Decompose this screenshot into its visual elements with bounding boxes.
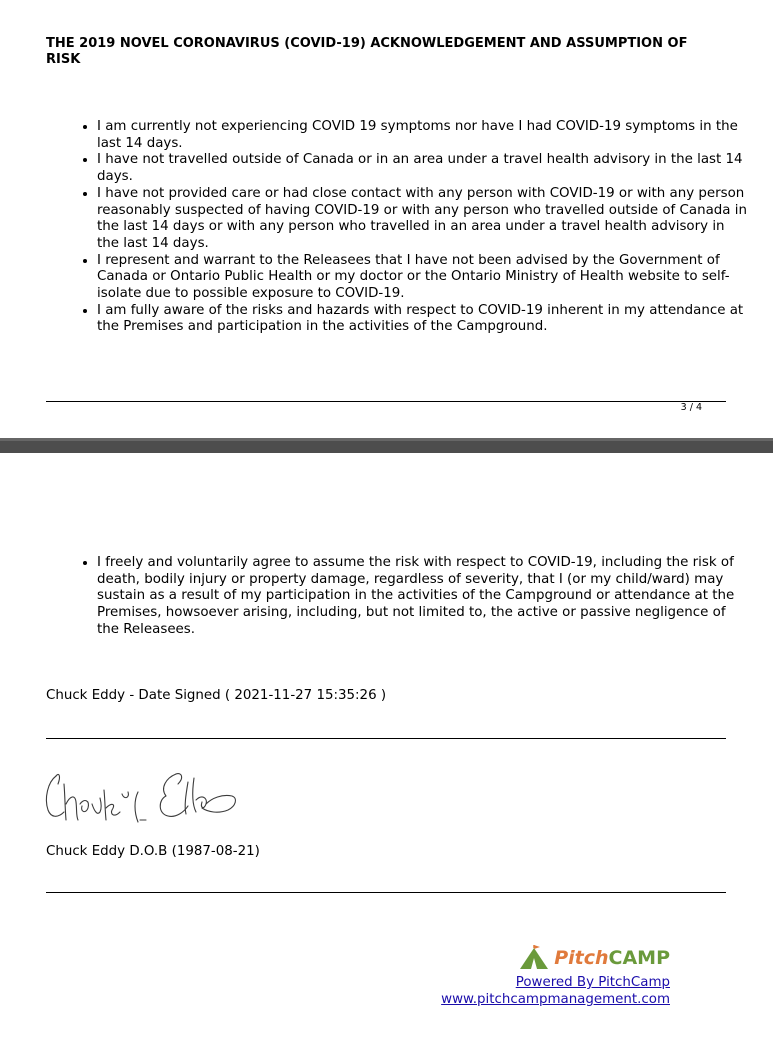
- handwritten-signature: [42, 764, 242, 830]
- document-title: THE 2019 NOVEL CORONAVIRUS (COVID-19) ACKNOWLEDGEMENT AND ASSUMPTION OF RISK: [46, 36, 688, 67]
- pitchcamp-logo: [518, 944, 670, 972]
- signature-divider: [46, 738, 726, 739]
- list-item: • I freely and voluntarily agree to assume the risk with respect to COVID-19, including the risk of death, bodily injury or property damage, regardless of severity, that I (or my child/ward) may sustain as a result of my participation in the activities of the Campground or attendance at the Premises, howsoever arising, including, but not limited to, the active or passive negligence of the Releasees.: [97, 555, 747, 639]
- footer-divider: [46, 401, 726, 402]
- page-number: 3 / 4: [680, 402, 702, 413]
- acknowledgement-list: [76, 119, 747, 336]
- assumption-list: [76, 555, 747, 639]
- website-link[interactable]: www.pitchcampmanagement.com: [441, 992, 670, 1007]
- list-item: • I have not travelled outside of Canada or in an area under a travel health advisory in the last 14 days.: [97, 152, 747, 185]
- pdf-page-3: [0, 0, 773, 438]
- powered-by-link[interactable]: Powered By PitchCamp: [515, 975, 670, 990]
- list-item: • I have not provided care or had close contact with any person with COVID-19 or with any person reasonably suspected of having COVID-19 or with any person who travelled outside of Canada in the last 14 days or with any person who travelled in an area under a travel health advisory in the last 14 days.: [97, 186, 747, 253]
- dob-divider: [46, 892, 726, 893]
- list-item: • I represent and warrant to the Releasees that I have not been advised by the Government of Canada or Ontario Public Health or my doctor or the Ontario Ministry of Health website to self-isolate due to possible exposure to COVID-19.: [97, 253, 747, 303]
- tent-icon: [518, 945, 552, 971]
- list-item: • I am fully aware of the risks and hazards with respect to COVID-19 inherent in my attendance at the Premises and participation in the activities of the Campground.: [97, 303, 747, 336]
- list-item: • I am currently not experiencing COVID 19 symptoms nor have I had COVID-19 symptoms in the last 14 days.: [97, 119, 747, 152]
- date-signed-line: Chuck Eddy - Date Signed ( 2021-11-27 15:35:26 ): [46, 688, 387, 703]
- brand-name-pitch: Pitch: [554, 947, 609, 969]
- brand-name-camp: CAMP: [608, 947, 670, 969]
- dob-line: Chuck Eddy D.O.B (1987-08-21): [46, 844, 260, 859]
- page-separator: [0, 438, 773, 453]
